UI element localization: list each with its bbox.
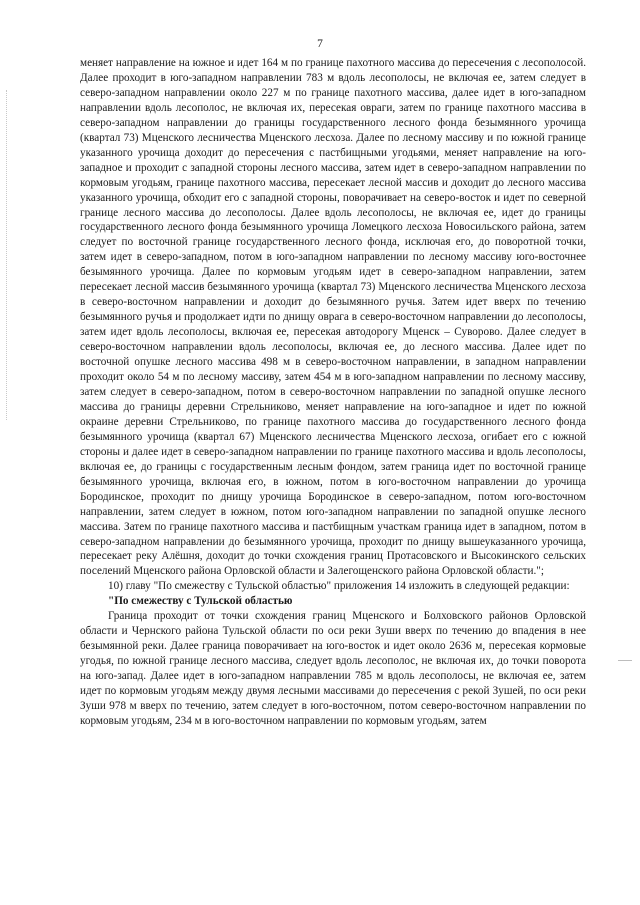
document-body xyxy=(80,56,586,729)
body-paragraph-amendment: 10) главу "По смежеству с Тульской областью" приложения 14 изложить в следующей редакции: xyxy=(108,580,570,593)
page-number: 7 xyxy=(317,38,323,50)
scan-margin-mark xyxy=(6,90,8,420)
section-heading: "По смежеству с Тульской областью xyxy=(108,595,293,608)
body-paragraph-continuation: меняет направление на южное и идет 164 м по границе пахотного массива до пересечения с лесополосой. Далее проходит в юго-западном направлении 783 м вдоль лесополосы, не включая ее, затем следует в северо-западном направлении около 227 м по границе пахотного массива, далее идет в юго-западном направлении вдоль лесополос, не включая их, пересекая овраги, затем по границе пахотного массива в северо-западном направлении до границы государственного лесного фонда безымянного урочища (квартал 73) Мценского лесничества Мценского лесхоза. Далее по лесному массиву и по южной границе указанного урочища доходит до пересечения с пастбищными угодьями, меняет направление на юго-западное и проходит с западной стороны лесного массива, затем идет в северо-западном направлении по кормовым угодьям, границе пахотного массива, пересекает лесной массив и доходит до лесного массива указанного урочища, обходит его с западной стороны, поворачивает на северо-восток и идет по северной границе лесного массива до лесополосы. Далее вдоль лесополосы, не включая ее, идет до границы государственного лесного фонда безымянного урочища Ломецкого лесхоза Новосильского района, затем следует по восточной границе государственного лесного фонда, исключая его, до поворотной точки, затем идет в северо-западном, потом в юго-западном направлении по лесному массиву юго-восточнее безымянного урочища. Далее по кормовым угодьям идет в северо-западном направлении, затем пересекает лесной массив безымянного урочища (квартал 73) Мценского лесничества Мценского лесхоза в северо-восточном направлении и доходит до безымянного ручья. Затем идет вверх по течению безымянного ручья и продолжает идти по днищу оврага в северо-восточном направлении до лесополосы, затем идет вдоль лесополосы, включая ее, пересекая автодорогу Мценск – Суворово. Далее следует в северо-восточном направлении вдоль лесополосы, включая ее, до лесного массива. Далее идет по восточной опушке лесного массива 498 м в северо-восточном направлении, в западном направлении проходит около 54 м по лесному массиву, затем 454 м в юго-западном направлении по лесному массиву, затем следует в северо-западном, потом в северо-восточном направлении по западной опушке лесного массива до границы деревни Стрельниково, меняет направление на юго-западное и идет по южной окраине деревни Стрельниково, по границе пахотного массива до государственного лесного фонда безымянного урочища (квартал 67) Мценского лесничества Мценского лесхоза, огибает его с южной стороны и далее идет в северо-западном направлении по границе пахотного массива и вдоль лесополосы, включая ее, до границы с государственным лесным фондом, затем граница идет по восточной границе безымянного урочища, включая его, в южном, потом в юго-восточном направлении до урочища Бородинское, проходит по днищу урочища Бородинское в северо-западном, потом юго-восточном направлении, затем следует в южном, потом юго-западном направлении по западной опушке лесного массива. Затем по границе пахотного массива и пастбищным участкам граница идет в западном, потом в северо-западном направлении до безымянного урочища, проходит по днищу вышеуказанного урочища, пересекает реку Алёшня, доходит до точки схождения границ Протасовского и Высокинского сельских поселений Мценского района Орловской области и Залегощенского района Орловской области."; xyxy=(80,57,586,578)
body-paragraph-boundary: Граница проходит от точки схождения границ Мценского и Болховского районов Орловской области и Чернского района Тульской области по оси реки Зуши вверх по течению до впадения в нее безымянной реки. Далее граница поворачивает на юго-восток и идет около 2636 м, пересекая кормовые угодья, по южной границе лесного массива, следует вдоль лесополос, не включая их, до точки поворота на юго-запад. Далее идет в юго-западном направлении 785 м вдоль лесополосы, не включая ее, затем идет по кормовым угодьям между двумя лесными массивами до пересечения с рекой Зушей, по оси реки Зуши 978 м вверх по течению, затем следует в юго-восточном, потом северо-восточном направлении по кормовым угодьям, 234 м в юго-восточном направлении по кормовым угодьям, затем xyxy=(80,610,586,727)
scan-margin-dash xyxy=(618,660,632,661)
